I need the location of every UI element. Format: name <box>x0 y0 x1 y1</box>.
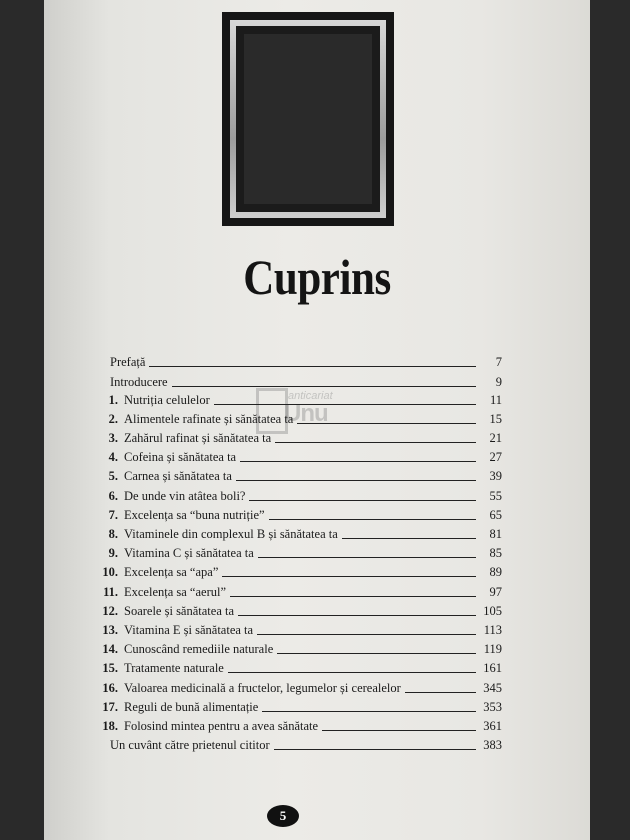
toc-entry-number: 13. <box>102 623 118 637</box>
toc-entry-label: De unde vin atâtea boli? <box>124 489 246 503</box>
toc-entry-label: Alimentele rafinate și sănătatea ta <box>124 412 294 426</box>
toc-entry-label: Excelența sa “aerul” <box>124 585 227 599</box>
toc-leader-line <box>269 519 476 520</box>
toc-leader-line <box>230 596 476 597</box>
toc-entry-page: 161 <box>483 661 502 675</box>
toc-entry <box>110 737 502 753</box>
toc-entry-number: 9. <box>108 546 118 560</box>
toc-entry-label: Valoarea medicinală a fructelor, legumelor și cerealelor <box>124 681 401 695</box>
toc-entry <box>96 680 502 696</box>
toc-entry-label: Zahărul rafinat și sănătatea ta <box>124 431 272 445</box>
toc-entry <box>96 622 502 638</box>
toc-entry-page: 7 <box>495 355 502 369</box>
toc-entry-number: 10. <box>102 565 118 579</box>
toc-entry-label: Folosind mintea pentru a avea sănătate <box>124 719 319 733</box>
toc-entry-number: 16. <box>102 681 118 695</box>
toc-entry-page: 27 <box>489 450 502 464</box>
toc-entry <box>96 660 502 676</box>
toc-entry-label: Un cuvânt către prietenul cititor <box>110 738 270 752</box>
toc-entry <box>96 468 502 484</box>
toc-entry <box>96 584 502 600</box>
toc-entry-label: Reguli de bună alimentație <box>124 700 259 714</box>
toc-entry-label: Nutriția celulelor <box>124 393 210 407</box>
toc-entry <box>96 449 502 465</box>
toc-entry <box>96 392 502 408</box>
toc-entry-number: 5. <box>108 469 118 483</box>
toc-entry-page: 9 <box>495 375 502 389</box>
toc-entry-number: 18. <box>102 719 118 733</box>
toc-entry-page: 85 <box>489 546 502 560</box>
page-title: Cuprins <box>243 249 391 305</box>
toc-entry-label: Excelența sa “buna nutriție” <box>124 508 265 522</box>
toc-leader-line <box>405 692 476 693</box>
toc-entry-number: 17. <box>102 700 118 714</box>
toc-leader-line <box>172 386 476 387</box>
toc-entry-page: 15 <box>489 412 502 426</box>
toc-entry-page: 353 <box>483 700 502 714</box>
toc-entry-page: 119 <box>483 642 502 656</box>
toc-entry-number: 12. <box>102 604 118 618</box>
toc-entry-label: Vitaminele din complexul B și sănătatea ta <box>124 527 338 541</box>
toc-entry-label: Cofeina și sănătatea ta <box>124 450 237 464</box>
toc-leader-line <box>262 711 476 712</box>
toc-leader-line <box>342 538 476 539</box>
toc-entry <box>110 374 502 390</box>
toc-leader-line <box>249 500 476 501</box>
toc-entry-page: 97 <box>489 585 502 599</box>
toc-entry-number: 14. <box>102 642 118 656</box>
toc-entry-number: 8. <box>108 527 118 541</box>
toc-leader-line <box>275 442 476 443</box>
toc-entry <box>96 488 502 504</box>
toc-leader-line <box>149 366 476 367</box>
toc-leader-line <box>322 730 476 731</box>
table-of-contents <box>44 0 590 840</box>
toc-entry <box>110 354 502 370</box>
toc-leader-line <box>238 615 476 616</box>
page-number: 5 <box>267 805 299 827</box>
toc-entry-number: 15. <box>102 661 118 675</box>
toc-entry-number: 2. <box>108 412 118 426</box>
toc-leader-line <box>236 480 476 481</box>
toc-entry-number: 6. <box>108 489 118 503</box>
toc-entry <box>96 430 502 446</box>
toc-entry-label: Excelența sa “apa” <box>124 565 219 579</box>
toc-entry-number: 7. <box>108 508 118 522</box>
toc-leader-line <box>228 672 476 673</box>
toc-leader-line <box>214 404 476 405</box>
toc-entry-label: Vitamina E și sănătatea ta <box>124 623 254 637</box>
toc-entry-label: Tratamente naturale <box>124 661 224 675</box>
toc-entry <box>96 699 502 715</box>
toc-entry-page: 345 <box>483 681 502 695</box>
toc-leader-line <box>274 749 476 750</box>
toc-entry <box>96 641 502 657</box>
toc-entry-page: 113 <box>483 623 502 637</box>
toc-entry <box>96 603 502 619</box>
toc-entry-page: 105 <box>483 604 502 618</box>
toc-entry-page: 89 <box>489 565 502 579</box>
toc-entry-page: 39 <box>489 469 502 483</box>
toc-entry-page: 55 <box>489 489 502 503</box>
toc-leader-line <box>277 653 476 654</box>
toc-entry-label: Introducere <box>110 375 168 389</box>
toc-leader-line <box>258 557 476 558</box>
toc-entry-number: 11. <box>103 585 118 599</box>
toc-entry <box>96 718 502 734</box>
toc-leader-line <box>222 576 476 577</box>
toc-entry-label: Prefață <box>110 355 146 369</box>
toc-entry-page: 21 <box>489 431 502 445</box>
watermark-line2: Unu <box>284 400 328 427</box>
toc-entry-page: 361 <box>483 719 502 733</box>
watermark-line1: anticariat <box>288 390 333 402</box>
toc-entry-page: 81 <box>489 527 502 541</box>
toc-entry-number: 1. <box>108 393 118 407</box>
toc-entry <box>96 411 502 427</box>
book-page <box>44 0 590 840</box>
toc-leader-line <box>297 423 476 424</box>
toc-entry <box>96 526 502 542</box>
toc-leader-line <box>240 461 476 462</box>
toc-entry <box>96 545 502 561</box>
toc-entry-page: 383 <box>483 738 502 752</box>
toc-entry-number: 4. <box>108 450 118 464</box>
toc-entry-page: 65 <box>489 508 502 522</box>
toc-entry-label: Soarele și sănătatea ta <box>124 604 235 618</box>
toc-entry-label: Cunoscând remediile naturale <box>124 642 274 656</box>
toc-entry-label: Carnea și sănătatea ta <box>124 469 232 483</box>
toc-entry-number: 3. <box>108 431 118 445</box>
toc-entry <box>96 507 502 523</box>
toc-entry-page: 11 <box>489 393 502 407</box>
toc-entry-label: Vitamina C și sănătatea ta <box>124 546 254 560</box>
toc-leader-line <box>257 634 476 635</box>
toc-entry <box>96 564 502 580</box>
